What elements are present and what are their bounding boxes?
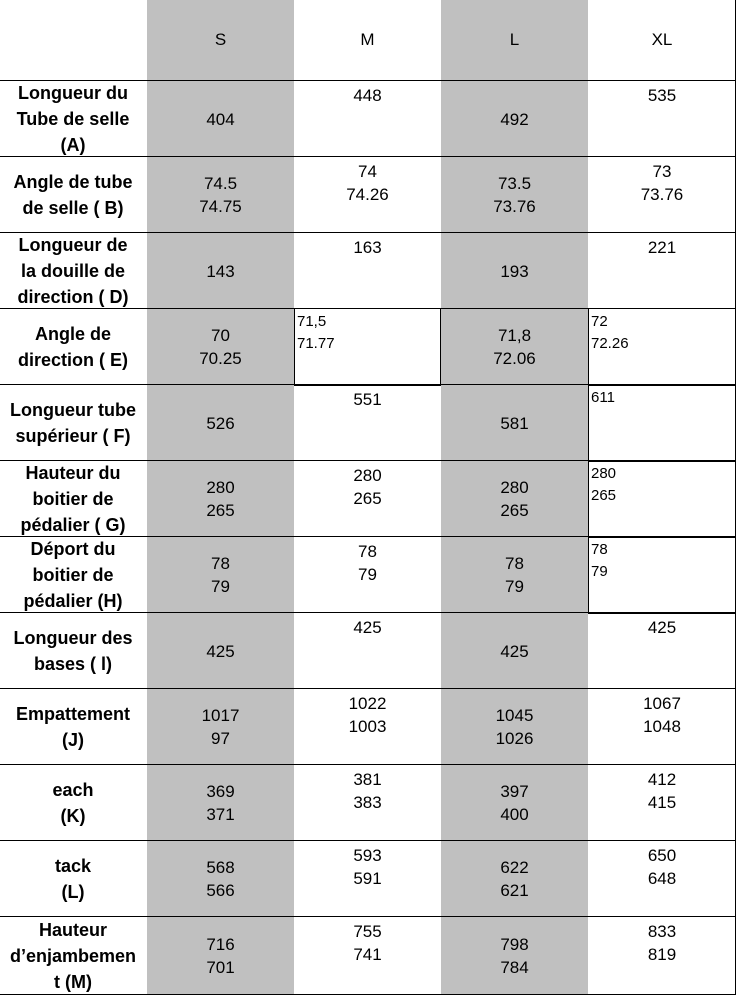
cell-value: 551: [353, 390, 382, 409]
value-cell: [294, 917, 441, 995]
value-cell: [588, 537, 736, 613]
cell-value: 78: [505, 554, 524, 573]
value-cell: [441, 309, 588, 385]
cell-value: 622: [500, 858, 529, 877]
value-cell: [147, 309, 294, 385]
value-cell: [147, 537, 294, 613]
cell-value: 425: [500, 641, 529, 661]
cell-value: 415: [647, 793, 677, 812]
row-label-line: each: [52, 780, 94, 800]
cell-value: 566: [206, 881, 235, 900]
cell-value: 74.26: [346, 185, 389, 204]
row-label: [0, 309, 146, 385]
value-cell: [147, 841, 294, 917]
cell-value: 611: [591, 389, 615, 406]
row-label: [0, 233, 146, 309]
value-cell: [588, 461, 736, 537]
row-label: [0, 537, 146, 613]
cell-value: 265: [591, 487, 617, 504]
cell-value: 74: [358, 162, 377, 181]
value-cell: [441, 385, 588, 461]
row-label-line: direction ( D): [17, 287, 129, 307]
row-label-line: pédalier ( G): [20, 515, 126, 535]
row-label: [0, 385, 146, 461]
cell-value: 1017: [201, 706, 240, 725]
value-cell: [147, 385, 294, 461]
cell-value: 819: [647, 945, 677, 964]
value-cell: [588, 157, 736, 233]
row-label-line: Longueur de: [18, 235, 128, 255]
cell-value: 193: [500, 261, 529, 281]
cell-value: 73.5: [497, 174, 532, 193]
cell-value: 1026: [495, 729, 534, 748]
row-label-text: [55, 853, 91, 905]
cell-value: 755: [353, 922, 382, 941]
cell-value: 280: [206, 478, 235, 497]
column-header-m: M: [360, 30, 375, 49]
value-cell: [441, 765, 588, 841]
cell-value: 716: [206, 935, 235, 954]
cell-value: 621: [500, 881, 529, 900]
cell-value: 265: [500, 501, 529, 520]
cell-value: 741: [353, 945, 382, 964]
cell-value: 70.25: [199, 349, 242, 368]
cell-value: 404: [206, 109, 235, 129]
cell-value: 1022: [348, 694, 387, 713]
row-label: [0, 157, 146, 233]
row-label-text: [52, 777, 93, 829]
cell-value: 72: [591, 313, 608, 330]
value-cell: [147, 613, 294, 689]
cell-value: 78: [211, 554, 230, 573]
row-label: [0, 841, 146, 917]
cell-value: 280: [353, 466, 382, 485]
row-label-line: bases ( l): [33, 654, 112, 674]
column-header-s: S: [214, 30, 227, 49]
cell-value: 535: [647, 86, 677, 105]
row-label: [0, 81, 146, 157]
cell-value: 73.76: [640, 185, 684, 204]
cell-value: 400: [500, 805, 529, 824]
value-cell: [588, 613, 736, 689]
row-label-text: [18, 232, 129, 310]
cell-value: 371: [206, 805, 235, 824]
cell-value: 72.26: [591, 335, 629, 352]
cell-value: 648: [647, 869, 677, 888]
row-label-text: [17, 80, 130, 158]
cell-value: 492: [500, 109, 529, 129]
row-label-line: t (M): [54, 972, 92, 992]
row-label-line: (J): [62, 730, 84, 750]
row-label-line: direction ( E): [17, 350, 128, 370]
cell-value: 78: [591, 541, 608, 558]
cell-value: 425: [206, 641, 235, 661]
row-label: [0, 765, 146, 841]
row-label-line: Angle de tube: [13, 172, 133, 192]
value-cell: [588, 385, 736, 461]
cell-value: 381: [353, 770, 382, 789]
value-cell: [294, 689, 441, 765]
cell-value: 701: [206, 958, 235, 977]
cell-value: 221: [647, 238, 677, 257]
row-label-line: (K): [60, 806, 86, 826]
cell-value: 143: [206, 261, 235, 281]
value-cell: [294, 765, 441, 841]
cell-value: 71,8: [497, 326, 532, 345]
cell-value: 265: [353, 489, 382, 508]
row-label-line: tack: [54, 856, 92, 876]
row-label-line: Hauteur: [38, 920, 107, 940]
value-cell: [147, 917, 294, 995]
cell-value: 265: [206, 501, 235, 520]
value-cell: [294, 461, 441, 537]
row-label-line: (A): [60, 135, 86, 155]
row-label-text: [20, 460, 125, 538]
cell-value: 581: [500, 413, 529, 433]
cell-value: 71.77: [297, 335, 335, 352]
cell-value: 369: [206, 782, 235, 801]
row-label-text: [10, 917, 136, 995]
cell-value: 73: [652, 162, 672, 181]
cell-value: 568: [206, 858, 235, 877]
value-cell: [147, 765, 294, 841]
row-label-line: la douille de: [20, 261, 126, 281]
value-cell: [294, 81, 441, 157]
cell-value: 1048: [643, 717, 681, 736]
row-label-line: Hauteur du: [25, 463, 121, 483]
cell-value: 412: [647, 770, 677, 789]
value-cell: [588, 765, 736, 841]
cell-value: 1045: [495, 706, 534, 725]
cell-value: 784: [500, 958, 529, 977]
row-label-text: [16, 701, 130, 753]
cell-value: 74.5: [203, 174, 238, 193]
cell-value: 833: [647, 922, 677, 941]
value-cell: [147, 689, 294, 765]
cell-value: 798: [500, 935, 529, 954]
value-cell: [441, 157, 588, 233]
cell-value: 425: [353, 618, 382, 637]
row-label: [0, 917, 146, 995]
column-header-xl: XL: [651, 30, 673, 49]
row-label-line: Longueur des: [13, 628, 133, 648]
value-cell: [441, 537, 588, 613]
cell-value: 73.76: [493, 197, 536, 216]
row-label-line: Longueur du: [18, 83, 128, 103]
value-cell: [294, 309, 441, 385]
cell-value: 425: [647, 618, 677, 637]
row-label-text: [18, 321, 128, 373]
row-label-line: d’enjambemen: [9, 946, 137, 966]
value-cell: [441, 81, 588, 157]
cell-value: 74.75: [199, 197, 242, 216]
row-label-text: [10, 397, 136, 449]
row-label: [0, 613, 146, 689]
value-cell: [588, 841, 736, 917]
value-cell: [147, 157, 294, 233]
cell-value: 448: [353, 86, 382, 105]
row-label-line: pédalier (H): [23, 591, 123, 611]
row-label-line: Longueur tube: [10, 400, 136, 420]
cell-value: 593: [353, 846, 382, 865]
cell-value: 163: [353, 238, 382, 257]
cell-value: 72.06: [493, 349, 536, 368]
row-label: [0, 689, 146, 765]
value-cell: [294, 841, 441, 917]
value-cell: [441, 613, 588, 689]
cell-value: 78: [358, 542, 377, 561]
cell-value: 79: [358, 565, 377, 584]
value-cell: [147, 461, 294, 537]
value-cell: [588, 81, 736, 157]
row-label-line: supérieur ( F): [15, 426, 131, 446]
value-cell: [588, 689, 736, 765]
row-label-line: Tube de selle: [16, 109, 130, 129]
cell-value: 1003: [348, 717, 387, 736]
column-header-l: L: [509, 30, 520, 49]
value-cell: [588, 917, 736, 995]
value-cell: [294, 613, 441, 689]
cell-value: 280: [500, 478, 529, 497]
value-cell: [441, 233, 588, 309]
value-cell: [147, 81, 294, 157]
value-cell: [441, 689, 588, 765]
row-label-line: Angle de: [34, 324, 111, 344]
cell-value: 650: [647, 846, 677, 865]
row-label: [0, 461, 146, 537]
value-cell: [441, 461, 588, 537]
value-cell: [441, 841, 588, 917]
row-label-line: (L): [61, 882, 85, 902]
row-label-line: Déport du: [30, 539, 116, 559]
row-label-text: [23, 536, 122, 614]
cell-value: 383: [353, 793, 382, 812]
cell-value: 280: [591, 465, 617, 482]
row-label-line: boitier de: [32, 489, 114, 509]
cell-value: 1067: [643, 694, 681, 713]
cell-value: 79: [211, 577, 230, 596]
cell-value: 79: [591, 563, 608, 580]
value-cell: [441, 917, 588, 995]
value-cell: [294, 233, 441, 309]
row-label-line: Empattement: [15, 704, 131, 724]
value-cell: [294, 537, 441, 613]
row-label-line: boitier de: [32, 565, 114, 585]
cell-value: 79: [505, 577, 524, 596]
row-label-text: [13, 169, 132, 221]
value-cell: [294, 385, 441, 461]
cell-value: 70: [211, 326, 230, 345]
value-cell: [294, 157, 441, 233]
row-label-text: [13, 625, 132, 677]
cell-value: 397: [500, 782, 529, 801]
value-cell: [147, 233, 294, 309]
cell-value: 591: [353, 869, 382, 888]
cell-value: 97: [211, 729, 230, 748]
cell-value: 526: [206, 413, 235, 433]
row-label-line: de selle ( B): [22, 198, 124, 218]
value-cell: [588, 233, 736, 309]
cell-value: 71,5: [297, 313, 327, 330]
value-cell: [588, 309, 736, 385]
